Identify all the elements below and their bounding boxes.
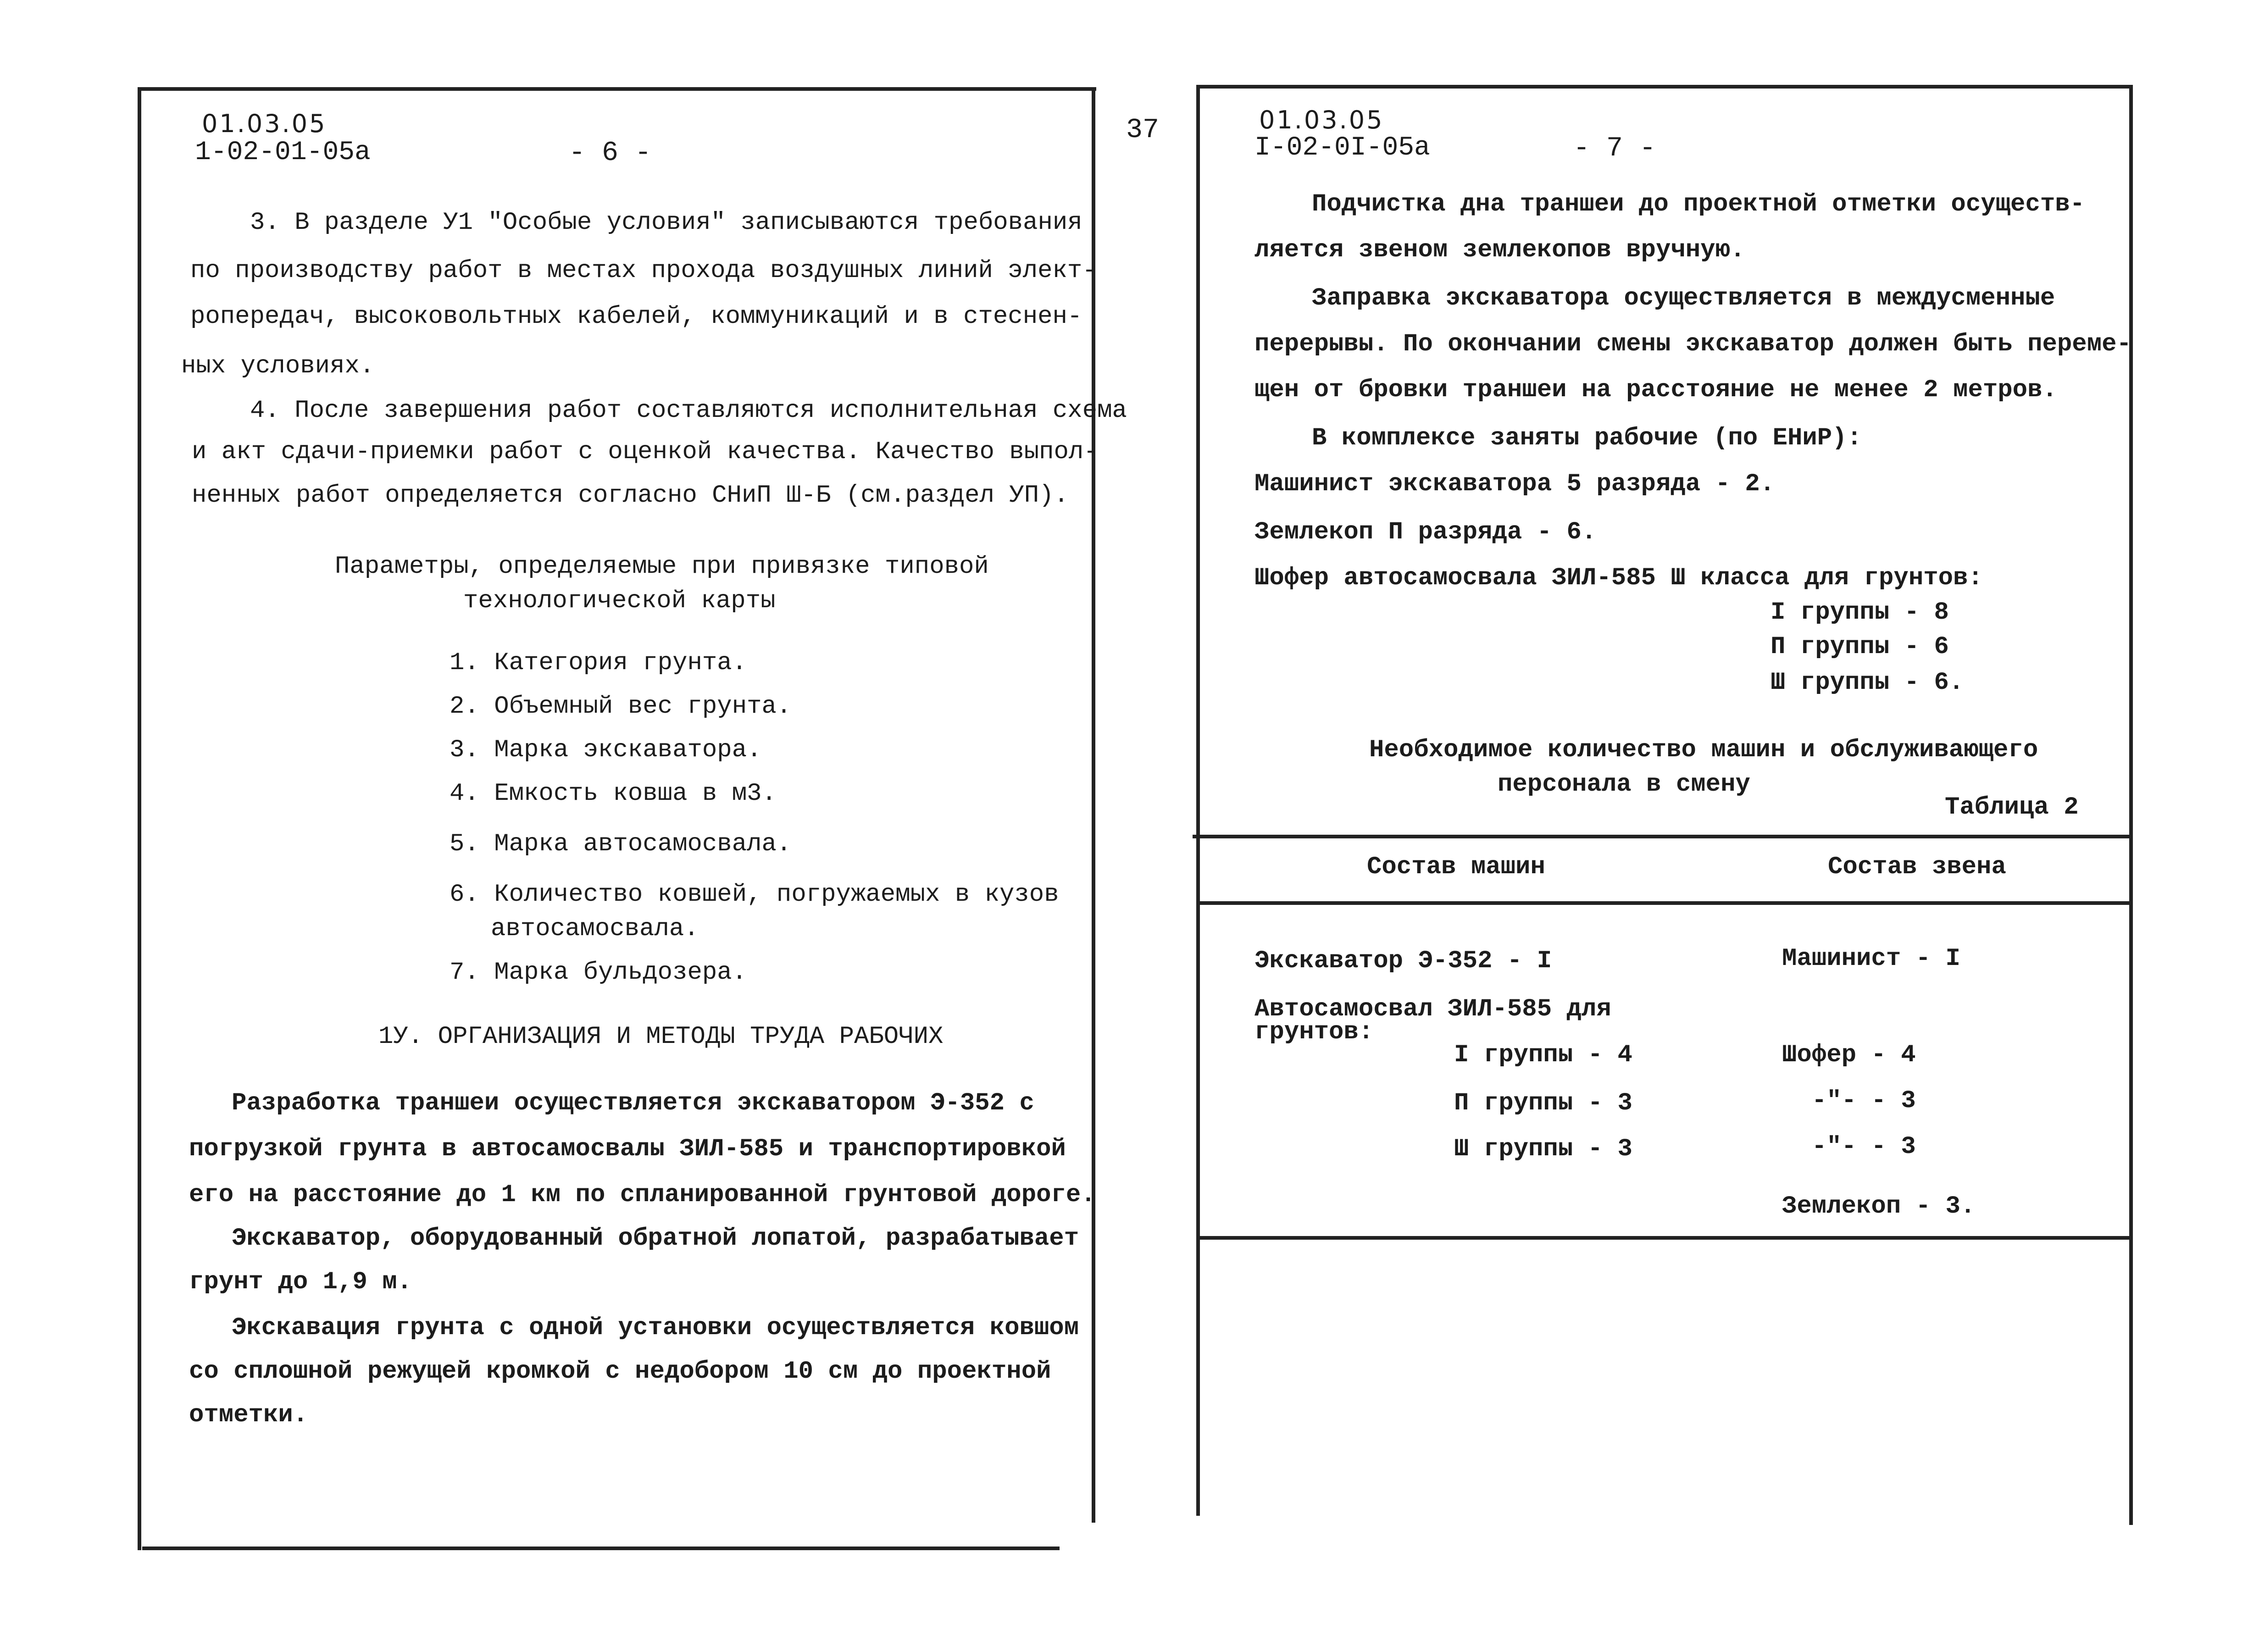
list-item: 5. Марка автосамосвала. — [450, 830, 792, 858]
table-cell-crew: -"- - 3 — [1812, 1133, 1916, 1161]
list-item: Ш группы - 6. — [1771, 669, 1964, 697]
text-line: ненных работ определяется согласно СНиП Ш-Б (см.раздел УП). — [192, 482, 1069, 510]
left-page-number: - 6 - — [569, 138, 652, 169]
right-frame-top — [1197, 85, 2133, 89]
table-header-crew: Состав звена — [1828, 853, 2006, 881]
table-cell-truck: грунтов: — [1254, 1018, 1374, 1046]
text-line: со сплошной режущей кромкой с недобором 10 см до проектной — [189, 1358, 1051, 1386]
list-item: 1. Категория грунта. — [450, 649, 747, 677]
section-title: 1У. ОРГАНИЗАЦИЯ И МЕТОДЫ ТРУДА РАБОЧИХ — [378, 1023, 944, 1051]
text-line: Шофер автосамосвала ЗИЛ-585 Ш класса для грунтов: — [1254, 564, 1983, 592]
text-line: по производству работ в местах прохода воздушных линий элект- — [190, 257, 1097, 285]
list-item: 4. Емкость ковша в м3. — [450, 780, 777, 808]
left-frame-bottom — [142, 1547, 1060, 1550]
text-line: В комплексе заняты рабочие (по ЕНиР): — [1312, 424, 1862, 452]
table-title-line: персонала в смену — [1498, 771, 1750, 798]
list-item: 7. Марка бульдозера. — [450, 959, 747, 987]
text-line: ляется звеном землекопов вручную. — [1254, 236, 1745, 264]
text-line: Машинист экскаватора 5 разряда - 2. — [1254, 470, 1775, 498]
table-header-machines: Состав машин — [1367, 853, 1545, 881]
text-line: отметки. — [189, 1401, 308, 1429]
table-cell-group: П группы - 3 — [1454, 1089, 1632, 1117]
left-frame-right — [1092, 87, 1095, 1523]
text-line: перерывы. По окончании смены экскаватор должен быть переме- — [1254, 330, 2131, 358]
table-cell-digger: Землекоп - 3. — [1782, 1192, 1976, 1220]
text-line: 3. В разделе У1 "Особые условия" записываются требования — [250, 209, 1082, 237]
text-line: грунт до 1,9 м. — [189, 1268, 412, 1296]
list-item: 2. Объемный вес грунта. — [450, 693, 792, 721]
table-title-line: Необходимое количество машин и обслуживающего — [1369, 736, 2038, 764]
table-top-rule — [1193, 835, 2133, 838]
text-line: щен от бровки траншеи на расстояние не менее 2 метров. — [1254, 376, 2057, 404]
table-cell-crew: Шофер - 4 — [1782, 1041, 1916, 1069]
text-line: Заправка экскаватора осуществляется в междусменные — [1312, 284, 2055, 312]
table-label: Таблица 2 — [1945, 793, 2079, 821]
table-cell-truck: Автосамосвал ЗИЛ-585 для — [1254, 995, 1611, 1023]
text-line: Экскавация грунта с одной установки осуществляется ковшом — [232, 1314, 1079, 1342]
table-cell-group: I группы - 4 — [1454, 1041, 1632, 1069]
left-handwritten-date: 01.03.05 — [202, 109, 327, 138]
text-line: погрузкой грунта в автосамосвалы ЗИЛ-585 и транспортировкой — [189, 1135, 1066, 1163]
right-frame-left — [1196, 85, 1200, 1516]
right-page-number: - 7 - — [1573, 133, 1656, 164]
text-line: и акт сдачи-приемки работ с оценкой качества. Качество выпол- — [192, 438, 1099, 466]
left-frame-left — [138, 87, 141, 1550]
table-cell-group: Ш группы - 3 — [1454, 1135, 1632, 1163]
list-item: автосамосвала. — [491, 915, 699, 943]
text-line: 4. После завершения работ составляются исполнительная схема — [250, 397, 1127, 425]
list-item: I группы - 8 — [1771, 599, 1949, 626]
right-handwritten-date: 01.03.05 — [1259, 105, 1384, 134]
text-line: Разработка траншеи осуществляется экскаватором Э-352 с — [232, 1089, 1034, 1117]
text-line: Экскаватор, оборудованный обратной лопатой, разрабатывает — [232, 1225, 1079, 1253]
right-frame-right — [2129, 85, 2133, 1525]
text-line: Подчистка дна траншеи до проектной отметки осуществ- — [1312, 190, 2085, 218]
params-title-line: технологической карты — [463, 587, 776, 615]
table-cell-excavator: Экскаватор Э-352 - I — [1254, 947, 1552, 975]
table-bottom-rule — [1197, 1236, 2133, 1240]
list-item: 3. Марка экскаватора. — [450, 736, 762, 764]
left-frame-top — [138, 87, 1096, 91]
sheet-number: 37 — [1126, 115, 1160, 146]
table-header-rule — [1197, 901, 2133, 905]
text-line: его на расстояние до 1 км по спланированной грунтовой дороге. — [189, 1181, 1096, 1209]
left-doc-code: 1-02-01-05a — [195, 138, 371, 167]
list-item: П группы - 6 — [1771, 633, 1949, 661]
table-cell-operator: Машинист - I — [1782, 945, 1960, 973]
list-item: 6. Количество ковшей, погружаемых в кузов — [450, 881, 1059, 909]
table-cell-crew: -"- - 3 — [1812, 1087, 1916, 1115]
text-line: ных условиях. — [181, 352, 375, 380]
text-line: ропередач, высоковольтных кабелей, коммуникаций и в стеснен- — [190, 303, 1082, 331]
right-doc-code: I-02-0I-05a — [1254, 133, 1430, 163]
params-title-line: Параметры, определяемые при привязке типовой — [335, 553, 989, 581]
text-line: Землекоп П разряда - 6. — [1254, 518, 1597, 546]
